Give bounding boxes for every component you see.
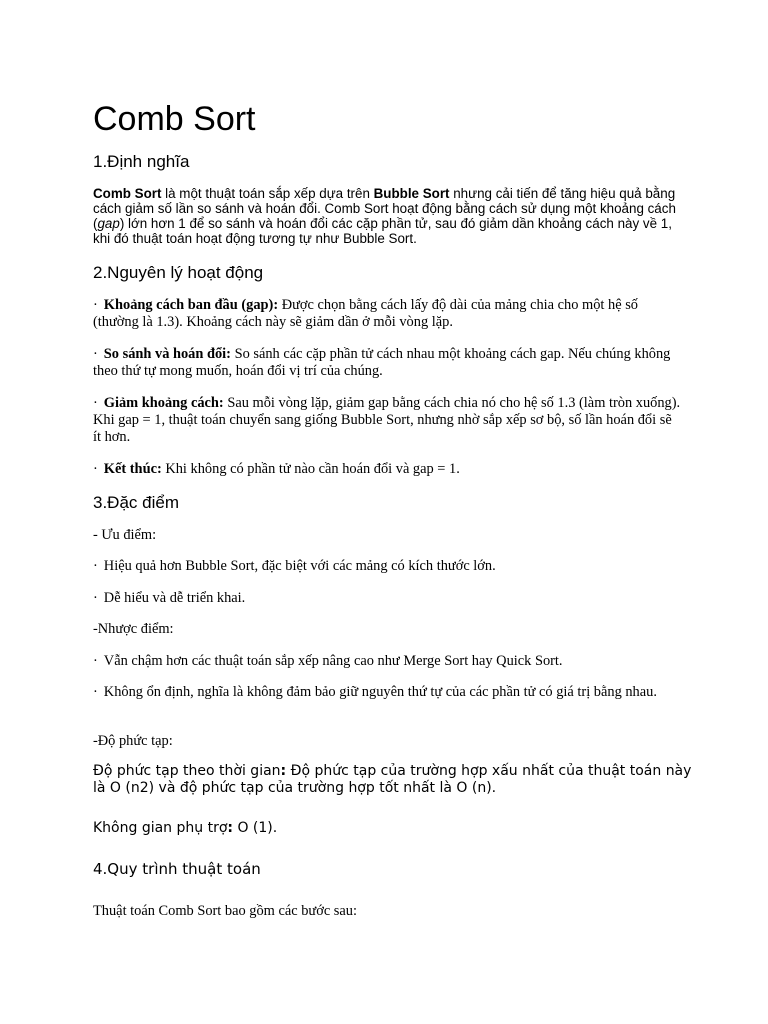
principle-item [93,346,683,380]
pros-label: - Ưu điểm: [93,527,157,543]
time-complexity [93,763,693,797]
space-complexity [93,820,693,837]
term-bubble-sort: Bubble Sort [373,186,450,201]
pros-item-text: Hiệu quả hơn Bubble Sort, đặc biệt với các mảng có kích thước lớn. [103,558,496,574]
space-complexity-colon: : [227,820,234,836]
definition-text-3: ) lớn hơn 1 để so sánh và hoán đổi các cặp phần tử, sau đó giảm dần khoảng cách này về 1, khi đó thuật toán hoạt động tương tự như Bubble Sort. [93,216,672,246]
principle-item [93,395,683,446]
page-title: Comb Sort [93,100,256,138]
pros-item [93,558,683,575]
complexity-label: -Độ phức tạp: [93,733,173,749]
bullet-dot: · [93,558,98,574]
term-gap: gap [97,216,120,231]
bullet-dot: · [93,653,98,669]
bullet-dot: · [93,461,98,477]
cons-item-text: Không ổn định, nghĩa là không đảm bảo giữ nguyên thứ tự của các phần tử có giá trị bằng nhau. [103,684,657,700]
bullet-dot: · [93,590,98,606]
time-complexity-colon: : [280,763,287,779]
section-heading-characteristics: 3.Đặc điểm [93,493,179,512]
cons-item [93,684,683,701]
principle-item-text: Được chọn bằng cách lấy độ dài của mảng chia cho một hệ số (thường là 1.3). Khoảng cách này sẽ giảm dần ở mỗi vòng lặp. [93,297,638,330]
space-complexity-label: Không gian phụ trợ [93,820,228,836]
principle-item [93,461,683,478]
space-complexity-text: O (1). [233,820,278,836]
time-complexity-text: Độ phức tạp của trường hợp xấu nhất của thuật toán này là O (n2) và độ phức tạp của trường hợp tốt nhất là O (n). [93,763,692,796]
cons-item-text: Vẫn chậm hơn các thuật toán sắp xếp nâng cao như Merge Sort hay Quick Sort. [103,653,563,669]
definition-paragraph [93,186,683,246]
principle-item-label: Kết thúc: [103,461,162,477]
bullet-dot: · [93,346,98,362]
definition-text-2: nhưng cải tiến để tăng hiệu quả bằng cách giảm số lần so sánh và hoán đổi. Comb Sort hoạt động bằng cách sử dụng một khoảng cách ( [93,186,676,231]
pros-item [93,590,683,607]
principle-item-label: So sánh và hoán đổi: [103,346,231,362]
principle-item-label: Giảm khoảng cách: [103,395,224,411]
procedure-intro: Thuật toán Comb Sort bao gồm các bước sau: [93,903,357,919]
principle-item-text: Khi không có phần tử nào cần hoán đổi và gap = 1. [161,461,460,477]
principle-item-text: So sánh các cặp phần tử cách nhau một khoảng cách gap. Nếu chúng không theo thứ tự mong muốn, hoán đổi vị trí của chúng. [93,346,671,379]
bullet-dot: · [93,297,98,313]
bullet-dot: · [93,684,98,700]
term-comb-sort: Comb Sort [93,186,162,201]
time-complexity-label: Độ phức tạp theo thời gian [93,763,281,779]
principle-item-text: Sau mỗi vòng lặp, giảm gap bằng cách chia nó cho hệ số 1.3 (làm tròn xuống). Khi gap = 1, thuật toán chuyển sang giống Bubble Sort, nhưng nhờ sắp xếp sơ bộ, số lần hoán đổi sẽ ít hơn. [93,395,681,445]
bullet-dot: · [93,395,98,411]
cons-label: -Nhược điểm: [93,621,174,637]
section-heading-definition: 1.Định nghĩa [93,152,190,171]
section-heading-principle: 2.Nguyên lý hoạt động [93,263,264,282]
definition-text-1: là một thuật toán sắp xếp dựa trên [161,186,374,201]
principle-item-label: Khoảng cách ban đầu (gap): [103,297,279,313]
cons-item [93,653,683,670]
principle-item [93,297,683,331]
pros-item-text: Dễ hiểu và dễ triển khai. [103,590,246,606]
section-heading-procedure: 4.Quy trình thuật toán [93,860,261,878]
